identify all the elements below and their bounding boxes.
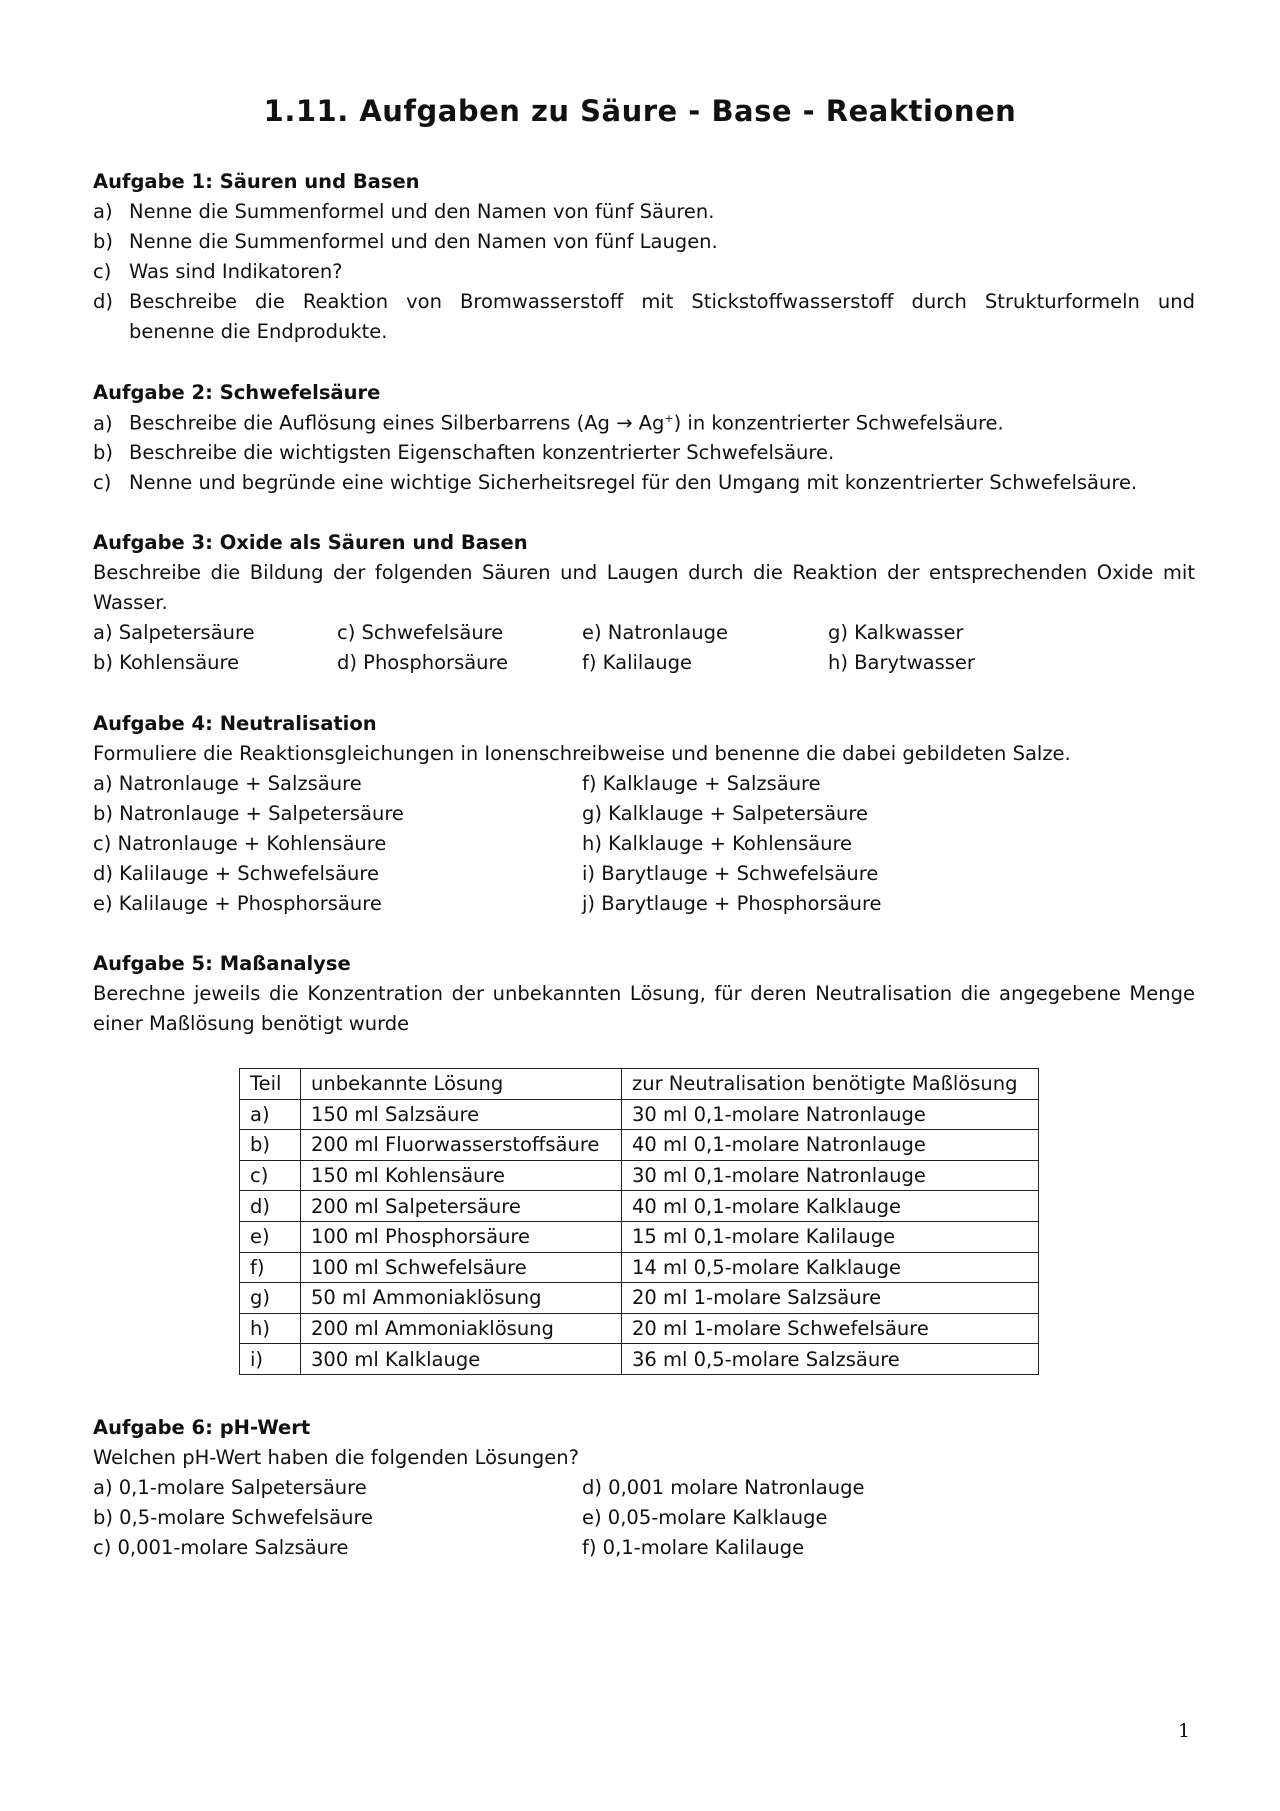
table-cell: d) (240, 1191, 301, 1222)
task4-item: c) Natronlauge + Kohlensäure (93, 832, 387, 855)
task2-item-a (93, 413, 1004, 433)
table-row (240, 1130, 1039, 1161)
task3-heading: Aufgabe 3: Oxide als Säuren und Basen (93, 531, 528, 554)
table-cell: 14 ml 0,5-molare Kalklauge (622, 1252, 1039, 1283)
task4-item: b) Natronlauge + Salpetersäure (93, 802, 404, 825)
table-header-cell: zur Neutralisation benötigte Maßlösung (622, 1069, 1039, 1100)
table-cell: 200 ml Fluorwasserstoffsäure (301, 1130, 622, 1161)
task1-item-d-text: Beschreibe die Reaktion von Bromwasserstoff mit Stickstoffwasserstoff durch Strukturformeln und (129, 290, 1195, 313)
task3-item: a) Salpetersäure (93, 621, 255, 644)
table-row (240, 1221, 1039, 1252)
task1-item-d (93, 292, 129, 312)
item-label: c) (93, 260, 112, 283)
table-cell: 300 ml Kalklauge (301, 1344, 622, 1375)
item-text: Nenne und begründe eine wichtige Sicherheitsregel für den Umgang mit konzentrierter Schwefelsäure. (129, 471, 1138, 494)
task6-item: d) 0,001 molare Natronlauge (582, 1476, 865, 1499)
task3-intro-cont: Wasser. (93, 591, 168, 614)
titration-table (239, 1068, 1039, 1375)
task3-item: b) Kohlensäure (93, 651, 240, 674)
table-cell: 200 ml Ammoniaklösung (301, 1313, 622, 1344)
task1-item-a (93, 202, 714, 222)
task2-heading: Aufgabe 2: Schwefelsäure (93, 381, 381, 404)
task1-item-c (93, 262, 343, 282)
item-text: ) in konzentrierter Schwefelsäure. (673, 411, 1004, 435)
table-row (240, 1099, 1039, 1130)
superscript: + (664, 412, 674, 425)
task6-item: a) 0,1-molare Salpetersäure (93, 1476, 367, 1499)
table-cell: 30 ml 0,1-molare Natronlauge (622, 1099, 1039, 1130)
task2-item-b (93, 443, 834, 463)
item-label: a) (93, 411, 113, 435)
page-title: 1.11. Aufgaben zu Säure - Base - Reaktionen (263, 94, 1017, 128)
table-cell: 100 ml Schwefelsäure (301, 1252, 622, 1283)
table-cell: 100 ml Phosphorsäure (301, 1221, 622, 1252)
table-header-cell: Teil (240, 1069, 301, 1100)
task3-item: e) Natronlauge (582, 621, 728, 644)
table-cell: 150 ml Salzsäure (301, 1099, 622, 1130)
task4-item: j) Barytlauge + Phosphorsäure (582, 892, 882, 915)
table-row (240, 1160, 1039, 1191)
task4-item: e) Kalilauge + Phosphorsäure (93, 892, 382, 915)
table-cell: 20 ml 1-molare Salzsäure (622, 1283, 1039, 1314)
item-text: Beschreibe die wichtigsten Eigenschaften konzentrierter Schwefelsäure. (129, 441, 835, 464)
task6-item: b) 0,5-molare Schwefelsäure (93, 1506, 374, 1529)
task3-intro: Beschreibe die Bildung der folgenden Säuren und Laugen durch die Reaktion der entsprechenden Oxide mit (93, 561, 1195, 584)
item-text: Nenne die Summenformel und den Namen von fünf Säuren. (129, 200, 715, 223)
page-number: 1 (1178, 1720, 1191, 1742)
task4-intro: Formuliere die Reaktionsgleichungen in Ionenschreibweise und benenne die dabei gebildeten Salze. (93, 742, 1071, 765)
task6-heading: Aufgabe 6: pH-Wert (93, 1416, 311, 1439)
table-header-row (240, 1069, 1039, 1100)
task6-item: c) 0,001-molare Salzsäure (93, 1536, 349, 1559)
table-cell: 40 ml 0,1-molare Kalklauge (622, 1191, 1039, 1222)
task5-intro-cont: einer Maßlösung benötigt wurde (93, 1012, 410, 1035)
task2-item-c (93, 473, 1137, 493)
task3-item: d) Phosphorsäure (337, 651, 509, 674)
table-cell: g) (240, 1283, 301, 1314)
task4-item: g) Kalklauge + Salpetersäure (582, 802, 868, 825)
task4-item: d) Kalilauge + Schwefelsäure (93, 862, 379, 885)
table-header-cell: unbekannte Lösung (301, 1069, 622, 1100)
task4-item: i) Barytlauge + Schwefelsäure (582, 862, 879, 885)
task5-intro: Berechne jeweils die Konzentration der unbekannten Lösung, für deren Neutralisation die angegebene Menge (93, 982, 1195, 1005)
item-text: Beschreibe die Auflösung eines Silberbarrens (Ag → Ag (129, 411, 665, 435)
table-cell: f) (240, 1252, 301, 1283)
table-row (240, 1191, 1039, 1222)
table-cell: 50 ml Ammoniaklösung (301, 1283, 622, 1314)
table-cell: 200 ml Salpetersäure (301, 1191, 622, 1222)
table-cell: 30 ml 0,1-molare Natronlauge (622, 1160, 1039, 1191)
task3-item: f) Kalilauge (582, 651, 693, 674)
task1-heading: Aufgabe 1: Säuren und Basen (93, 170, 420, 193)
table-cell: b) (240, 1130, 301, 1161)
item-label: b) (93, 230, 113, 253)
task6-item: e) 0,05-molare Kalklauge (582, 1506, 828, 1529)
task6-intro: Welchen pH-Wert haben die folgenden Lösungen? (93, 1446, 579, 1469)
task4-item: a) Natronlauge + Salzsäure (93, 772, 362, 795)
task1-item-d-cont: benenne die Endprodukte. (129, 320, 388, 343)
table-cell: h) (240, 1313, 301, 1344)
table-cell: 150 ml Kohlensäure (301, 1160, 622, 1191)
item-label: d) (93, 290, 113, 313)
table-row (240, 1344, 1039, 1375)
task3-item: g) Kalkwasser (828, 621, 964, 644)
table-cell: e) (240, 1221, 301, 1252)
task6-item: f) 0,1-molare Kalilauge (582, 1536, 805, 1559)
table-cell: c) (240, 1160, 301, 1191)
task4-item: h) Kalklauge + Kohlensäure (582, 832, 853, 855)
table-cell: 36 ml 0,5-molare Salzsäure (622, 1344, 1039, 1375)
item-label: a) (93, 200, 113, 223)
table-row (240, 1283, 1039, 1314)
table-cell: a) (240, 1099, 301, 1130)
item-label: b) (93, 441, 113, 464)
task5-heading: Aufgabe 5: Maßanalyse (93, 952, 351, 975)
item-text: Nenne die Summenformel und den Namen von fünf Laugen. (129, 230, 718, 253)
table-cell: 20 ml 1-molare Schwefelsäure (622, 1313, 1039, 1344)
table-row (240, 1252, 1039, 1283)
task3-item: h) Barytwasser (828, 651, 975, 674)
table-cell: 40 ml 0,1-molare Natronlauge (622, 1130, 1039, 1161)
table-cell: i) (240, 1344, 301, 1375)
table-row (240, 1313, 1039, 1344)
task1-item-b (93, 232, 718, 252)
table-cell: 15 ml 0,1-molare Kalilauge (622, 1221, 1039, 1252)
task4-heading: Aufgabe 4: Neutralisation (93, 712, 377, 735)
task4-item: f) Kalklauge + Salzsäure (582, 772, 821, 795)
task3-item: c) Schwefelsäure (337, 621, 504, 644)
item-text: Was sind Indikatoren? (129, 260, 343, 283)
item-label: c) (93, 471, 112, 494)
